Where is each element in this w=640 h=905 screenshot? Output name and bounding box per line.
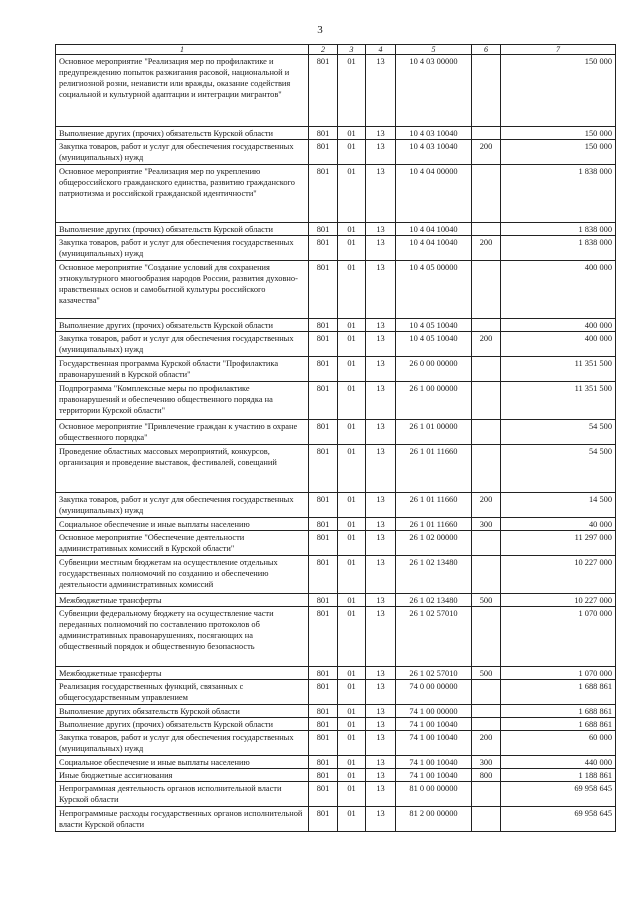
row-expense-type (472, 531, 501, 556)
page-number: 3 (317, 24, 323, 36)
row-expense-type: 200 (472, 731, 501, 756)
row-amount: 1 688 861 (501, 718, 616, 731)
row-section: 01 (338, 518, 366, 531)
table-row (56, 807, 616, 832)
row-grbs: 801 (309, 357, 338, 382)
row-grbs: 801 (309, 807, 338, 832)
row-target-article: 10 4 05 10040 (396, 332, 472, 357)
row-subsection: 13 (366, 607, 396, 667)
row-amount: 400 000 (501, 332, 616, 357)
row-name: Закупка товаров, работ и услуг для обеспечения государственных (муниципальных) нужд (56, 140, 309, 165)
row-grbs: 801 (309, 140, 338, 165)
row-name: Субвенции местным бюджетам на осуществление отдельных государственных полномочий по созданию и обеспечению деятельности административных комиссий (56, 556, 309, 594)
table-row (56, 420, 616, 445)
row-expense-type: 200 (472, 236, 501, 261)
row-grbs: 801 (309, 236, 338, 261)
row-expense-type (472, 705, 501, 718)
row-subsection: 13 (366, 332, 396, 357)
row-target-article: 26 1 02 57010 (396, 607, 472, 667)
column-header: 7 (501, 45, 616, 55)
row-grbs: 801 (309, 531, 338, 556)
row-amount: 1 070 000 (501, 667, 616, 680)
row-amount: 11 297 000 (501, 531, 616, 556)
row-amount: 400 000 (501, 319, 616, 332)
row-subsection: 13 (366, 667, 396, 680)
row-grbs: 801 (309, 667, 338, 680)
row-subsection: 13 (366, 140, 396, 165)
table-row (56, 594, 616, 607)
row-grbs: 801 (309, 332, 338, 357)
table-row (56, 127, 616, 140)
row-name: Основное мероприятие "Привлечение граждан к участию в охране общественного порядка" (56, 420, 309, 445)
column-header: 5 (396, 45, 472, 55)
table-row (56, 731, 616, 756)
budget-table (55, 44, 616, 832)
row-grbs: 801 (309, 756, 338, 769)
row-target-article: 74 0 00 00000 (396, 680, 472, 705)
row-name: Социальное обеспечение и иные выплаты населению (56, 518, 309, 531)
row-expense-type (472, 420, 501, 445)
row-target-article: 10 4 05 00000 (396, 261, 472, 319)
row-name: Закупка товаров, работ и услуг для обеспечения государственных (муниципальных) нужд (56, 731, 309, 756)
table-row (56, 718, 616, 731)
row-amount: 14 500 (501, 493, 616, 518)
row-grbs: 801 (309, 518, 338, 531)
row-section: 01 (338, 223, 366, 236)
row-subsection: 13 (366, 680, 396, 705)
row-expense-type: 200 (472, 493, 501, 518)
row-grbs: 801 (309, 782, 338, 807)
row-target-article: 81 0 00 00000 (396, 782, 472, 807)
row-name: Государственная программа Курской области "Профилактика правонарушений в Курской области" (56, 357, 309, 382)
row-name: Выполнение других обязательств Курской области (56, 705, 309, 718)
row-subsection: 13 (366, 223, 396, 236)
row-expense-type: 500 (472, 667, 501, 680)
row-subsection: 13 (366, 55, 396, 127)
row-grbs: 801 (309, 718, 338, 731)
row-expense-type (472, 680, 501, 705)
row-section: 01 (338, 667, 366, 680)
row-target-article: 10 4 03 00000 (396, 55, 472, 127)
row-amount: 1 070 000 (501, 607, 616, 667)
row-amount: 1 188 861 (501, 769, 616, 782)
row-target-article: 26 1 02 00000 (396, 531, 472, 556)
row-grbs: 801 (309, 680, 338, 705)
row-target-article: 26 1 01 00000 (396, 420, 472, 445)
table-row (56, 556, 616, 594)
row-name: Выполнение других (прочих) обязательств Курской области (56, 127, 309, 140)
row-section: 01 (338, 165, 366, 223)
row-section: 01 (338, 731, 366, 756)
row-subsection: 13 (366, 531, 396, 556)
row-section: 01 (338, 607, 366, 667)
table-row (56, 493, 616, 518)
row-grbs: 801 (309, 382, 338, 420)
row-section: 01 (338, 493, 366, 518)
row-amount: 54 500 (501, 445, 616, 493)
row-target-article: 10 4 04 10040 (396, 236, 472, 261)
table-row (56, 319, 616, 332)
row-subsection: 13 (366, 382, 396, 420)
row-target-article: 74 1 00 10040 (396, 756, 472, 769)
column-header: 4 (366, 45, 396, 55)
row-target-article: 10 4 04 00000 (396, 165, 472, 223)
row-subsection: 13 (366, 518, 396, 531)
row-section: 01 (338, 140, 366, 165)
row-amount: 54 500 (501, 420, 616, 445)
row-target-article: 26 1 02 13480 (396, 594, 472, 607)
table-row (56, 769, 616, 782)
row-name: Основное мероприятие "Обеспечение деятельности административных комиссий в Курской области" (56, 531, 309, 556)
row-amount: 69 958 645 (501, 782, 616, 807)
row-expense-type: 200 (472, 140, 501, 165)
row-target-article: 26 1 00 00000 (396, 382, 472, 420)
row-section: 01 (338, 332, 366, 357)
row-section: 01 (338, 127, 366, 140)
row-expense-type (472, 223, 501, 236)
row-subsection: 13 (366, 807, 396, 832)
row-target-article: 81 2 00 00000 (396, 807, 472, 832)
row-amount: 150 000 (501, 55, 616, 127)
row-grbs: 801 (309, 261, 338, 319)
row-grbs: 801 (309, 165, 338, 223)
table-row (56, 705, 616, 718)
table-row (56, 223, 616, 236)
row-subsection: 13 (366, 718, 396, 731)
row-grbs: 801 (309, 420, 338, 445)
row-grbs: 801 (309, 223, 338, 236)
table-row (56, 236, 616, 261)
row-expense-type (472, 607, 501, 667)
row-expense-type: 500 (472, 594, 501, 607)
row-expense-type (472, 55, 501, 127)
row-subsection: 13 (366, 556, 396, 594)
row-section: 01 (338, 236, 366, 261)
row-amount: 69 958 645 (501, 807, 616, 832)
row-expense-type (472, 165, 501, 223)
row-grbs: 801 (309, 127, 338, 140)
row-target-article: 26 1 02 13480 (396, 556, 472, 594)
row-grbs: 801 (309, 769, 338, 782)
table-row (56, 667, 616, 680)
row-target-article: 26 0 00 00000 (396, 357, 472, 382)
row-expense-type: 800 (472, 769, 501, 782)
row-expense-type: 300 (472, 756, 501, 769)
row-section: 01 (338, 531, 366, 556)
row-target-article: 26 1 01 11660 (396, 445, 472, 493)
row-amount: 60 000 (501, 731, 616, 756)
row-amount: 1 838 000 (501, 165, 616, 223)
row-name: Реализация государственных функций, связанных с общегосударственным управлением (56, 680, 309, 705)
row-expense-type (472, 556, 501, 594)
row-name: Проведение областных массовых мероприятий, конкурсов, организация и проведение выставок, фестивалей, совещаний (56, 445, 309, 493)
row-name: Закупка товаров, работ и услуг для обеспечения государственных (муниципальных) нужд (56, 332, 309, 357)
row-target-article: 74 1 00 10040 (396, 731, 472, 756)
row-expense-type (472, 445, 501, 493)
table-row (56, 680, 616, 705)
row-subsection: 13 (366, 236, 396, 261)
row-subsection: 13 (366, 165, 396, 223)
row-subsection: 13 (366, 493, 396, 518)
row-section: 01 (338, 594, 366, 607)
table-row (56, 518, 616, 531)
row-section: 01 (338, 55, 366, 127)
row-name: Непрограммные расходы государственных органов исполнительной власти Курской области (56, 807, 309, 832)
row-section: 01 (338, 705, 366, 718)
table-row (56, 140, 616, 165)
row-target-article: 74 1 00 10040 (396, 769, 472, 782)
row-target-article: 26 1 02 57010 (396, 667, 472, 680)
table-row (56, 382, 616, 420)
column-header: 3 (338, 45, 366, 55)
table-row (56, 531, 616, 556)
row-amount: 1 838 000 (501, 236, 616, 261)
row-target-article: 10 4 04 10040 (396, 223, 472, 236)
table-row (56, 165, 616, 223)
row-target-article: 10 4 03 10040 (396, 127, 472, 140)
row-section: 01 (338, 382, 366, 420)
row-target-article: 10 4 03 10040 (396, 140, 472, 165)
row-target-article: 26 1 01 11660 (396, 518, 472, 531)
row-amount: 400 000 (501, 261, 616, 319)
table-row (56, 756, 616, 769)
row-grbs: 801 (309, 319, 338, 332)
row-amount: 1 688 861 (501, 680, 616, 705)
table-row (56, 782, 616, 807)
row-subsection: 13 (366, 731, 396, 756)
row-grbs: 801 (309, 594, 338, 607)
row-section: 01 (338, 556, 366, 594)
row-subsection: 13 (366, 357, 396, 382)
row-subsection: 13 (366, 769, 396, 782)
row-target-article: 10 4 05 10040 (396, 319, 472, 332)
column-header: 2 (309, 45, 338, 55)
table-row (56, 55, 616, 127)
row-subsection: 13 (366, 261, 396, 319)
row-subsection: 13 (366, 319, 396, 332)
row-section: 01 (338, 718, 366, 731)
row-expense-type (472, 261, 501, 319)
row-expense-type (472, 357, 501, 382)
row-grbs: 801 (309, 55, 338, 127)
row-grbs: 801 (309, 607, 338, 667)
row-name: Основное мероприятие "Реализация мер по укреплению общероссийского гражданского единства, развитию гражданского патриотизма и российской гражданской идентичности" (56, 165, 309, 223)
row-section: 01 (338, 357, 366, 382)
row-name: Основное мероприятие "Реализация мер по профилактике и предупреждению попыток разжигания расовой, национальной и религиозной розни, ненависти или вражды, оказание содействия социальной и культурной адаптации и интеграции мигрантов" (56, 55, 309, 127)
row-name: Иные бюджетные ассигнования (56, 769, 309, 782)
row-name: Субвенции федеральному бюджету на осуществление части переданных полномочий по составлению протоколов об административных правонарушениях, посягающих на общественный порядок и общественную безопасность (56, 607, 309, 667)
row-section: 01 (338, 261, 366, 319)
row-amount: 1 688 861 (501, 705, 616, 718)
row-name: Закупка товаров, работ и услуг для обеспечения государственных (муниципальных) нужд (56, 493, 309, 518)
row-subsection: 13 (366, 420, 396, 445)
row-grbs: 801 (309, 445, 338, 493)
table-body (56, 55, 616, 832)
row-expense-type: 300 (472, 518, 501, 531)
row-subsection: 13 (366, 594, 396, 607)
row-section: 01 (338, 319, 366, 332)
row-expense-type (472, 319, 501, 332)
row-amount: 1 838 000 (501, 223, 616, 236)
row-section: 01 (338, 807, 366, 832)
row-name: Выполнение других (прочих) обязательств Курской области (56, 718, 309, 731)
row-grbs: 801 (309, 705, 338, 718)
table-row (56, 607, 616, 667)
row-amount: 40 000 (501, 518, 616, 531)
row-expense-type (472, 718, 501, 731)
row-name: Социальное обеспечение и иные выплаты населению (56, 756, 309, 769)
row-subsection: 13 (366, 445, 396, 493)
row-subsection: 13 (366, 782, 396, 807)
row-expense-type (472, 127, 501, 140)
row-amount: 11 351 500 (501, 357, 616, 382)
row-expense-type (472, 382, 501, 420)
row-name: Подпрограмма "Комплексные меры по профилактике правонарушений и обеспечению общественного порядка на территории Курской области" (56, 382, 309, 420)
row-target-article: 74 1 00 00000 (396, 705, 472, 718)
row-section: 01 (338, 445, 366, 493)
row-subsection: 13 (366, 127, 396, 140)
column-header: 6 (472, 45, 501, 55)
row-name: Выполнение других (прочих) обязательств Курской области (56, 319, 309, 332)
table-row (56, 332, 616, 357)
row-name: Выполнение других (прочих) обязательств Курской области (56, 223, 309, 236)
row-section: 01 (338, 756, 366, 769)
row-name: Закупка товаров, работ и услуг для обеспечения государственных (муниципальных) нужд (56, 236, 309, 261)
table-row (56, 445, 616, 493)
row-subsection: 13 (366, 756, 396, 769)
row-amount: 150 000 (501, 140, 616, 165)
table-row (56, 261, 616, 319)
row-subsection: 13 (366, 705, 396, 718)
table-row (56, 357, 616, 382)
row-expense-type: 200 (472, 332, 501, 357)
row-name: Непрограммная деятельность органов исполнительной власти Курской области (56, 782, 309, 807)
row-amount: 10 227 000 (501, 594, 616, 607)
row-section: 01 (338, 420, 366, 445)
row-name: Основное мероприятие "Создание условий для сохранения этнокультурного многообразия народов России, развития духовно-нравственных основ и самобытной культуры российского казачества" (56, 261, 309, 319)
row-amount: 440 000 (501, 756, 616, 769)
row-section: 01 (338, 680, 366, 705)
column-header: 1 (56, 45, 309, 55)
row-target-article: 74 1 00 10040 (396, 718, 472, 731)
row-section: 01 (338, 782, 366, 807)
row-amount: 11 351 500 (501, 382, 616, 420)
row-section: 01 (338, 769, 366, 782)
row-name: Межбюджетные трансферты (56, 594, 309, 607)
row-grbs: 801 (309, 731, 338, 756)
row-target-article: 26 1 01 11660 (396, 493, 472, 518)
row-expense-type (472, 782, 501, 807)
row-expense-type (472, 807, 501, 832)
row-name: Межбюджетные трансферты (56, 667, 309, 680)
row-grbs: 801 (309, 493, 338, 518)
row-grbs: 801 (309, 556, 338, 594)
row-amount: 150 000 (501, 127, 616, 140)
column-number-row (56, 45, 616, 55)
row-amount: 10 227 000 (501, 556, 616, 594)
